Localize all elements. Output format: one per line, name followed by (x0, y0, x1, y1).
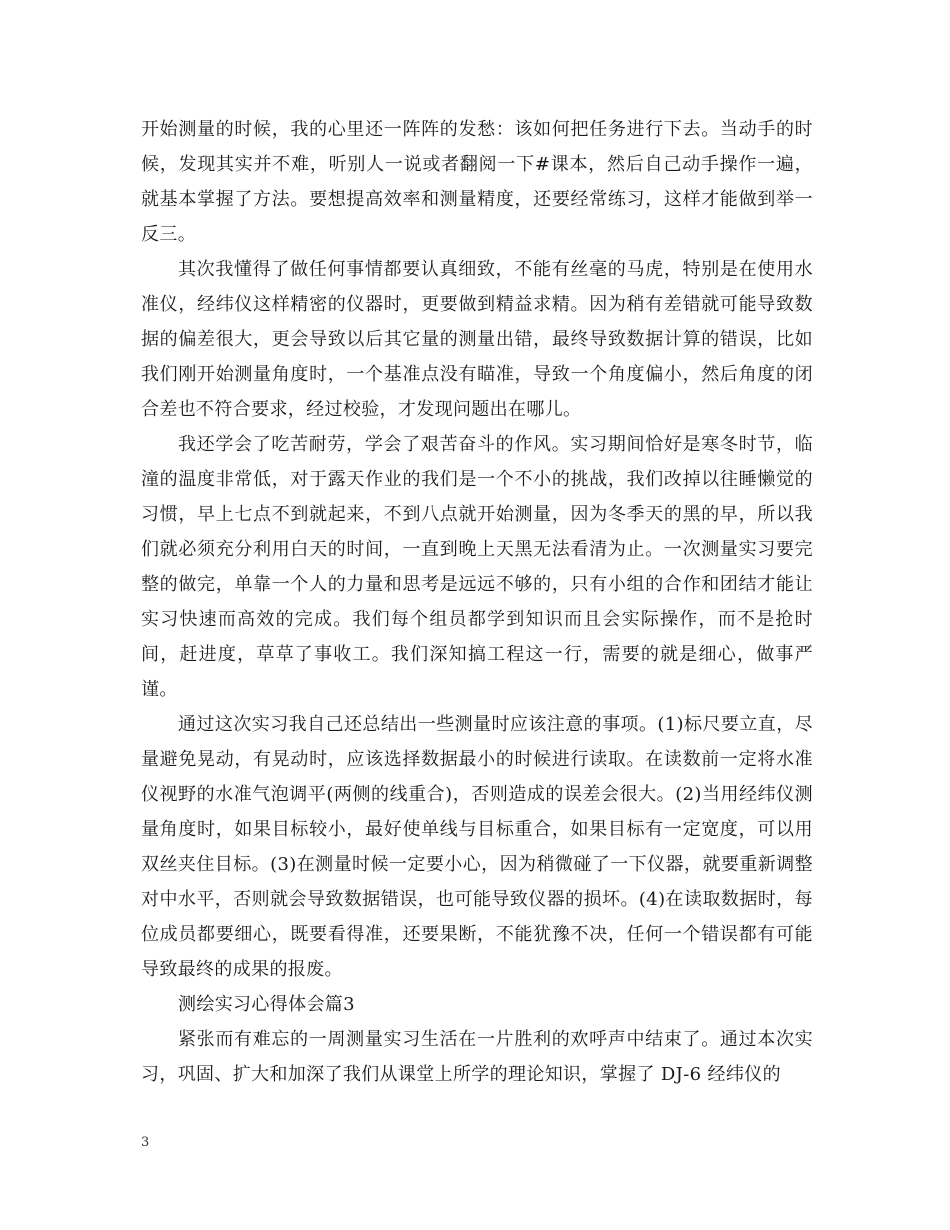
section-heading: 测绘实习心得体会篇3 (178, 994, 355, 1015)
body-paragraph-3: 我还学会了吃苦耐劳，学会了艰苦奋斗的作风。实习期间恰好是寒冬时节，临潼的温度非常低，对于露天作业的我们是一个不小的挑战，我们改掉以往睡懒觉的习惯，早上七点不到就起来，不到八点就开始测量，因为冬季天的黑的早，所以我们就必须充分利用白天的时间，一直到晚上天黑无法看清为止。一次测量实习要完整的做完，单靠一个人的力量和思考是远远不够的，只有小组的合作和团结才能让实习快速而高效的完成。我们每个组员都学到知识而且会实际操作，而不是抢时间，赶进度，草草了事收工。我们深知搞工程这一行，需要的就是细心，做事严谨。 (141, 434, 813, 700)
body-paragraph-2: 其次我懂得了做任何事情都要认真细致，不能有丝毫的马虎，特别是在使用水准仪，经纬仪这样精密的仪器时，更要做到精益求精。因为稍有差错就可能导致数据的偏差很大，更会导致以后其它量的测量出错，最终导致数据计算的错误，比如我们刚开始测量角度时，一个基准点没有瞄准，导致一个角度偏小，然后角度的闭合差也不符合要求，经过校验，才发现问题出在哪儿。 (141, 259, 813, 420)
body-paragraph-1: 开始测量的时候，我的心里还一阵阵的发愁：该如何把任务进行下去。当动手的时候，发现其实并不难，听别人一说或者翻阅一下#课本，然后自己动手操作一遍，就基本掌握了方法。要想提高效率和测量精度，还要经常练习，这样才能做到举一反三。 (141, 119, 813, 245)
body-paragraph-4: 通过这次实习我自己还总结出一些测量时应该注意的事项。(1)标尺要立直，尽量避免晃动，有晃动时，应该选择数据最小的时候进行读取。在读数前一定将水准仪视野的水准气泡调平(两侧的线重合)，否则造成的误差会很大。(2)当用经纬仪测量角度时，如果目标较小，最好使单线与目标重合，如果目标有一定宽度，可以用双丝夹住目标。(3)在测量时候一定要小心，因为稍微碰了一下仪器，就要重新调整对中水平，否则就会导致数据错误，也可能导致仪器的损坏。(4)在读取数据时，每位成员都要细心，既要看得准，还要果断，不能犹豫不决，任何一个错误都有可能导致最终的成果的报废。 (141, 714, 813, 980)
body-paragraph-5: 紧张而有难忘的一周测量实习生活在一片胜利的欢呼声中结束了。通过本次实习，巩固、扩大和加深了我们从课堂上所学的理论知识，掌握了 DJ-6 经纬仪的 (141, 1029, 813, 1085)
page-number: 3 (141, 1135, 150, 1150)
document-body (141, 112, 813, 1092)
